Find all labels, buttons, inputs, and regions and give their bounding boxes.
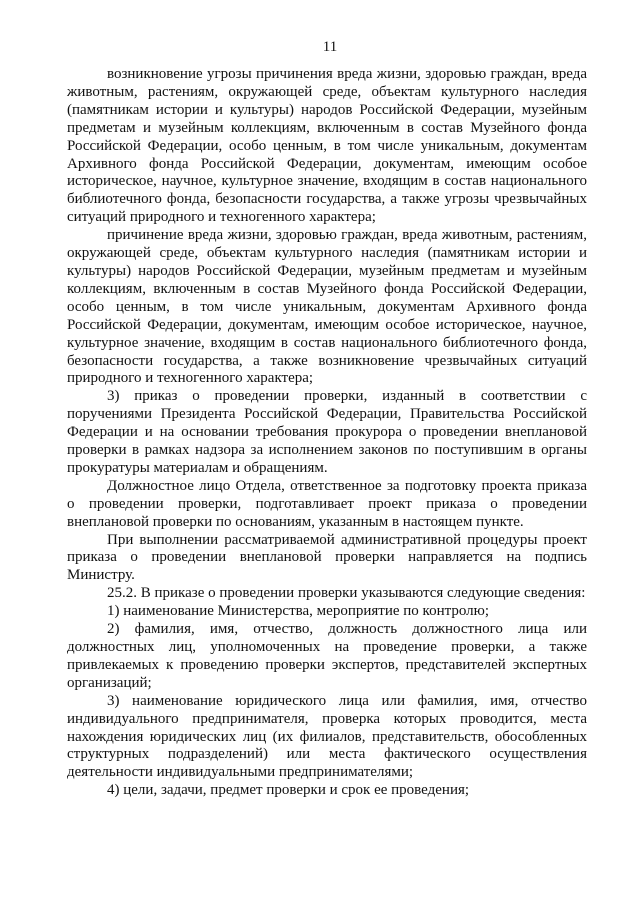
paragraph-official-responsible: Должностное лицо Отдела, ответственное за подготовку проекта приказа о проведении проверки, подготавливает проект приказа о проведении внеплановой проверки по основаниям, указанным в настоящем пункте. — [67, 477, 587, 530]
paragraph-threat-of-harm: возникновение угрозы причинения вреда жизни, здоровью граждан, вреда животным, растениям, окружающей среде, объектам культурного наследия (памятникам истории и культуры) народов Российской Федерации, музейным предметам и музейным коллекциям, включенным в состав Музейного фонда Российской Федерации, особо ценным, в том числе уникальным, документам Архивного фонда Российской Федерации, документам, имеющим особое историческое, научное, культурное значение, входящим в состав национального библиотечного фонда, безопасности государства, а также угрозы чрезвычайных ситуаций природного и техногенного характера; — [67, 66, 587, 226]
paragraph-order-item-3: 3) приказ о проведении проверки, изданный в соответствии с поручениями Президента Российской Федерации, Правительства Российской Федерации и на основании требования прокурора о проведении внеплановой проверки в рамках надзора за исполнением законов по поступившим в органы прокуратуры материалам и обращениям. — [67, 388, 587, 476]
paragraph-procedure-signature: При выполнении рассматриваемой административной процедуры проект приказа о проведении внеплановой проверки направляется на подпись Министру. — [67, 531, 587, 584]
list-item-3: 3) наименование юридического лица или фамилия, имя, отчество индивидуального предпринимателя, проверка которых проводится, места нахождения юридических лиц (их филиалов, представительств, обособленных структурных подразделений) или места фактического осуществления деятельности индивидуальными предпринимателями; — [67, 692, 587, 781]
list-item-2: 2) фамилия, имя, отчество, должность должностного лица или должностных лиц, уполномоченных на проведение проверки, а также привлекаемых к проведению проверки экспертов, представителей экспертных организаций; — [67, 621, 587, 691]
paragraph-section-25-2: 25.2. В приказе о проведении проверки указываются следующие сведения: — [107, 585, 586, 602]
list-item-4: 4) цели, задачи, предмет проверки и срок ее проведения; — [107, 782, 470, 799]
paragraph-infliction-of-harm: причинение вреда жизни, здоровью граждан, вреда животным, растениям, окружающей среде, объектам культурного наследия (памятникам истории и культуры) народов Российской Федерации, музейным предметам и музейным коллекциям, включенным в состав Музейного фонда Российской Федерации, особо ценным, в том числе уникальным, документам Архивного фонда Российской Федерации, документам, имеющим особое историческое, научное, культурное значение, входящим в состав национального библиотечного фонда, безопасности государства, а также возникновение чрезвычайных ситуаций природного и техногенного характера; — [67, 227, 587, 387]
list-item-1: 1) наименование Министерства, мероприятие по контролю; — [107, 603, 490, 620]
document-body — [67, 66, 587, 800]
page-number: 11 — [322, 39, 338, 55]
